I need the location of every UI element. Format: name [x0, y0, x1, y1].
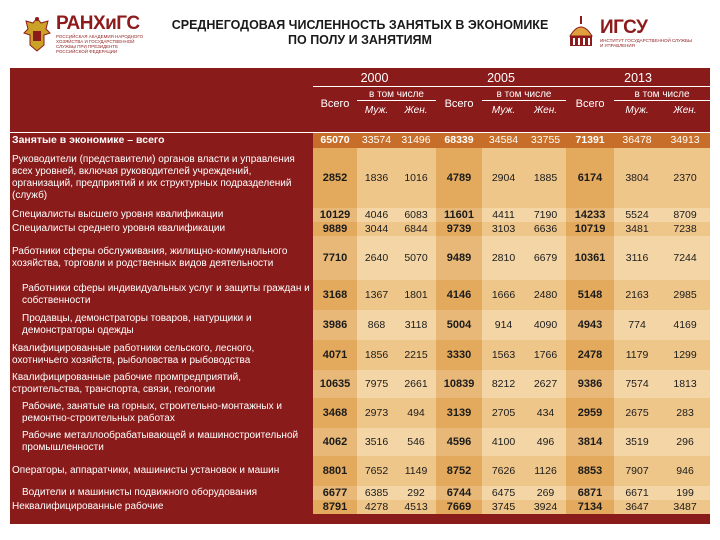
value-cell: 7238	[660, 222, 710, 236]
table-body	[10, 132, 710, 514]
total-cell: 3330	[436, 340, 482, 370]
female-header-2000: Жен.	[404, 104, 428, 116]
total-cell: 9739	[436, 222, 482, 236]
value-cell: 4513	[396, 500, 436, 514]
value-cell: 1149	[396, 456, 436, 486]
value-cell: 7244	[660, 236, 710, 280]
table-row	[10, 148, 710, 208]
value-cell: 1836	[357, 148, 396, 208]
igsu-name: ИГСУ	[600, 17, 648, 38]
value-cell: 3804	[614, 148, 660, 208]
total-cell: 10361	[566, 236, 614, 280]
incl-header-2005: в том числе	[482, 86, 566, 100]
value-cell: 3924	[525, 500, 566, 514]
table-row	[10, 486, 710, 500]
row-label: Работники сферы обслуживания, жилищно-коммунального хозяйства, торговли и родственных видов деятельности	[12, 246, 288, 269]
value-cell: 3745	[482, 500, 525, 514]
value-cell: 8709	[660, 208, 710, 222]
total-cell: 4789	[436, 148, 482, 208]
value-cell: 1856	[357, 340, 396, 370]
value-cell: 1016	[396, 148, 436, 208]
value-cell: 7975	[357, 370, 396, 398]
value-cell: 2627	[525, 370, 566, 398]
header-empty	[10, 68, 313, 86]
value-cell: 1813	[660, 370, 710, 398]
value-cell: 7574	[614, 370, 660, 398]
table-row	[10, 340, 710, 370]
value-cell: 3487	[660, 500, 710, 514]
value-cell: 1126	[525, 456, 566, 486]
table-row	[10, 132, 710, 148]
value-cell: 2973	[357, 398, 396, 428]
total-cell: 9386	[566, 370, 614, 398]
table-row	[10, 456, 710, 486]
value-cell: 3044	[357, 222, 396, 236]
total-cell: 10839	[436, 370, 482, 398]
table-row	[10, 500, 710, 514]
total-cell: 10129	[313, 208, 357, 222]
table-row	[10, 310, 710, 340]
value-cell: 6475	[482, 486, 525, 500]
value-cell: 4090	[525, 310, 566, 340]
total-cell: 9489	[436, 236, 482, 280]
total-cell: 9889	[313, 222, 357, 236]
value-cell: 1367	[357, 280, 396, 310]
table-row	[10, 208, 710, 222]
year-2013-header: 2013	[566, 68, 710, 86]
value-cell: 5070	[396, 236, 436, 280]
row-label: Руководители (представители) органов власти и управления всех уровней, включая руководителей учреждений, организаций, предприятий и их структурных подразделений (служб)	[12, 154, 295, 201]
dome-emblem-icon	[566, 14, 596, 52]
total-header-2000: Всего	[320, 98, 350, 111]
igsu-subtitle: ИНСТИТУТ ГОСУДАРСТВЕННОЙ СЛУЖБЫ И УПРАВЛЕНИЯ	[600, 38, 692, 48]
value-cell: 7626	[482, 456, 525, 486]
value-cell: 7190	[525, 208, 566, 222]
value-cell: 494	[396, 398, 436, 428]
row-label: Водители и машинисты подвижного оборудования	[22, 487, 258, 498]
female-header-2013: Жен.	[673, 104, 697, 116]
table-row	[10, 428, 710, 456]
value-cell: 496	[525, 428, 566, 456]
igsu-logo	[566, 14, 692, 52]
total-cell: 4146	[436, 280, 482, 310]
value-cell: 199	[660, 486, 710, 500]
row-label: Продавцы, демонстраторы товаров, натурщики и демонстраторы одежды	[22, 313, 252, 336]
total-header-2005: Всего	[444, 98, 474, 111]
total-cell: 8752	[436, 456, 482, 486]
total-cell: 65070	[313, 132, 357, 148]
total-cell: 4596	[436, 428, 482, 456]
value-cell: 2480	[525, 280, 566, 310]
total-cell: 10719	[566, 222, 614, 236]
total-cell: 71391	[566, 132, 614, 148]
value-cell: 33574	[357, 132, 396, 148]
male-header-2000: Муж.	[364, 104, 389, 116]
value-cell: 1299	[660, 340, 710, 370]
value-cell: 8212	[482, 370, 525, 398]
total-cell: 2959	[566, 398, 614, 428]
value-cell: 3481	[614, 222, 660, 236]
employment-table-panel	[10, 68, 710, 524]
total-cell: 11601	[436, 208, 482, 222]
value-cell: 283	[660, 398, 710, 428]
value-cell: 2904	[482, 148, 525, 208]
value-cell: 546	[396, 428, 436, 456]
title-line-1: СРЕДНЕГОДОВАЯ ЧИСЛЕННОСТЬ ЗАНЯТЫХ В ЭКОНОМИКЕ	[171, 18, 549, 32]
total-header-2013: Всего	[575, 98, 605, 111]
value-cell: 6671	[614, 486, 660, 500]
ranepa-name: РАНХиГС	[56, 13, 140, 34]
value-cell: 7907	[614, 456, 660, 486]
value-cell: 946	[660, 456, 710, 486]
male-header-2005: Муж.	[491, 104, 516, 116]
total-cell: 3168	[313, 280, 357, 310]
value-cell: 2163	[614, 280, 660, 310]
value-cell: 3116	[614, 236, 660, 280]
value-cell: 6636	[525, 222, 566, 236]
value-cell: 914	[482, 310, 525, 340]
ranepa-logo	[22, 14, 148, 54]
total-cell: 2478	[566, 340, 614, 370]
table-row	[10, 370, 710, 398]
total-cell: 3468	[313, 398, 357, 428]
value-cell: 868	[357, 310, 396, 340]
value-cell: 1666	[482, 280, 525, 310]
row-label: Квалифицированные рабочие промпредприятий, строительства, транспорта, связи, геологии	[12, 372, 241, 395]
total-cell: 6744	[436, 486, 482, 500]
row-label: Специалисты высшего уровня квалификации	[12, 209, 224, 220]
row-label: Работники сферы индивидуальных услуг и защиты граждан и собственности	[22, 283, 310, 306]
value-cell: 3103	[482, 222, 525, 236]
value-cell: 1179	[614, 340, 660, 370]
value-cell: 1885	[525, 148, 566, 208]
value-cell: 1563	[482, 340, 525, 370]
value-cell: 292	[396, 486, 436, 500]
year-2000-header: 2000	[313, 68, 436, 86]
value-cell: 36478	[614, 132, 660, 148]
value-cell: 4100	[482, 428, 525, 456]
value-cell: 4278	[357, 500, 396, 514]
total-cell: 8801	[313, 456, 357, 486]
total-cell: 8853	[566, 456, 614, 486]
ranepa-subtitle: РОССИЙСКАЯ АКАДЕМИЯ НАРОДНОГО ХОЗЯЙСТВА И ГОСУДАРСТВЕННОЙ СЛУЖБЫ ПРИ ПРЕЗИДЕНТЕ РОССИЙСКОЙ ФЕДЕРАЦИИ	[56, 34, 144, 54]
total-cell: 3814	[566, 428, 614, 456]
total-cell: 5148	[566, 280, 614, 310]
incl-header-2000: в том числе	[357, 86, 436, 100]
value-cell: 34913	[660, 132, 710, 148]
total-cell: 68339	[436, 132, 482, 148]
row-label: Неквалифицированные рабочие	[12, 501, 164, 512]
value-cell: 7652	[357, 456, 396, 486]
total-cell: 6677	[313, 486, 357, 500]
value-cell: 2215	[396, 340, 436, 370]
total-cell: 3986	[313, 310, 357, 340]
employment-table	[10, 68, 710, 514]
value-cell: 2370	[660, 148, 710, 208]
value-cell: 6844	[396, 222, 436, 236]
table-row	[10, 280, 710, 310]
value-cell: 5524	[614, 208, 660, 222]
title-line-2: ПО ПОЛУ И ЗАНЯТИЯМ	[288, 33, 432, 47]
value-cell: 2661	[396, 370, 436, 398]
total-cell: 7134	[566, 500, 614, 514]
value-cell: 2810	[482, 236, 525, 280]
value-cell: 34584	[482, 132, 525, 148]
row-label: Занятые в экономике – всего	[12, 134, 165, 147]
value-cell: 296	[660, 428, 710, 456]
value-cell: 1766	[525, 340, 566, 370]
slide-header	[0, 0, 720, 66]
female-header-2005: Жен.	[534, 104, 558, 116]
year-2005-header: 2005	[436, 68, 566, 86]
value-cell: 2640	[357, 236, 396, 280]
table-row	[10, 222, 710, 236]
total-cell: 5004	[436, 310, 482, 340]
value-cell: 4411	[482, 208, 525, 222]
male-header-2013: Муж.	[625, 104, 649, 116]
value-cell: 1801	[396, 280, 436, 310]
value-cell: 4169	[660, 310, 710, 340]
value-cell: 3516	[357, 428, 396, 456]
value-cell: 3519	[614, 428, 660, 456]
value-cell: 269	[525, 486, 566, 500]
total-cell: 7710	[313, 236, 357, 280]
value-cell: 434	[525, 398, 566, 428]
value-cell: 2705	[482, 398, 525, 428]
table-row	[10, 398, 710, 428]
total-cell: 4943	[566, 310, 614, 340]
value-cell: 2675	[614, 398, 660, 428]
row-label: Квалифицированные работники сельского, лесного, охотничьего хозяйств, рыболовства и рыбоводства	[12, 343, 255, 366]
total-cell: 8791	[313, 500, 357, 514]
total-cell: 3139	[436, 398, 482, 428]
total-cell: 6174	[566, 148, 614, 208]
total-cell: 4062	[313, 428, 357, 456]
table-row	[10, 236, 710, 280]
row-label: Операторы, аппаратчики, машинисты установок и машин	[12, 465, 280, 476]
page-title	[150, 18, 570, 48]
value-cell: 31496	[396, 132, 436, 148]
value-cell: 6083	[396, 208, 436, 222]
value-cell: 6385	[357, 486, 396, 500]
value-cell: 2985	[660, 280, 710, 310]
value-cell: 3647	[614, 500, 660, 514]
row-label: Специалисты среднего уровня квалификации	[12, 223, 226, 234]
total-cell: 14233	[566, 208, 614, 222]
total-cell: 6871	[566, 486, 614, 500]
total-cell: 10635	[313, 370, 357, 398]
row-label: Рабочие металлообрабатывающей и машиностроительной промышленности	[22, 430, 299, 453]
total-cell: 4071	[313, 340, 357, 370]
row-label: Рабочие, занятые на горных, строительно-монтажных и ремонтно-строительных работах	[22, 401, 282, 424]
total-cell: 7669	[436, 500, 482, 514]
value-cell: 33755	[525, 132, 566, 148]
value-cell: 3118	[396, 310, 436, 340]
incl-header-2013: в том числе	[614, 86, 710, 100]
total-cell: 2852	[313, 148, 357, 208]
value-cell: 4046	[357, 208, 396, 222]
eagle-emblem-icon	[22, 15, 52, 53]
value-cell: 774	[614, 310, 660, 340]
value-cell: 6679	[525, 236, 566, 280]
